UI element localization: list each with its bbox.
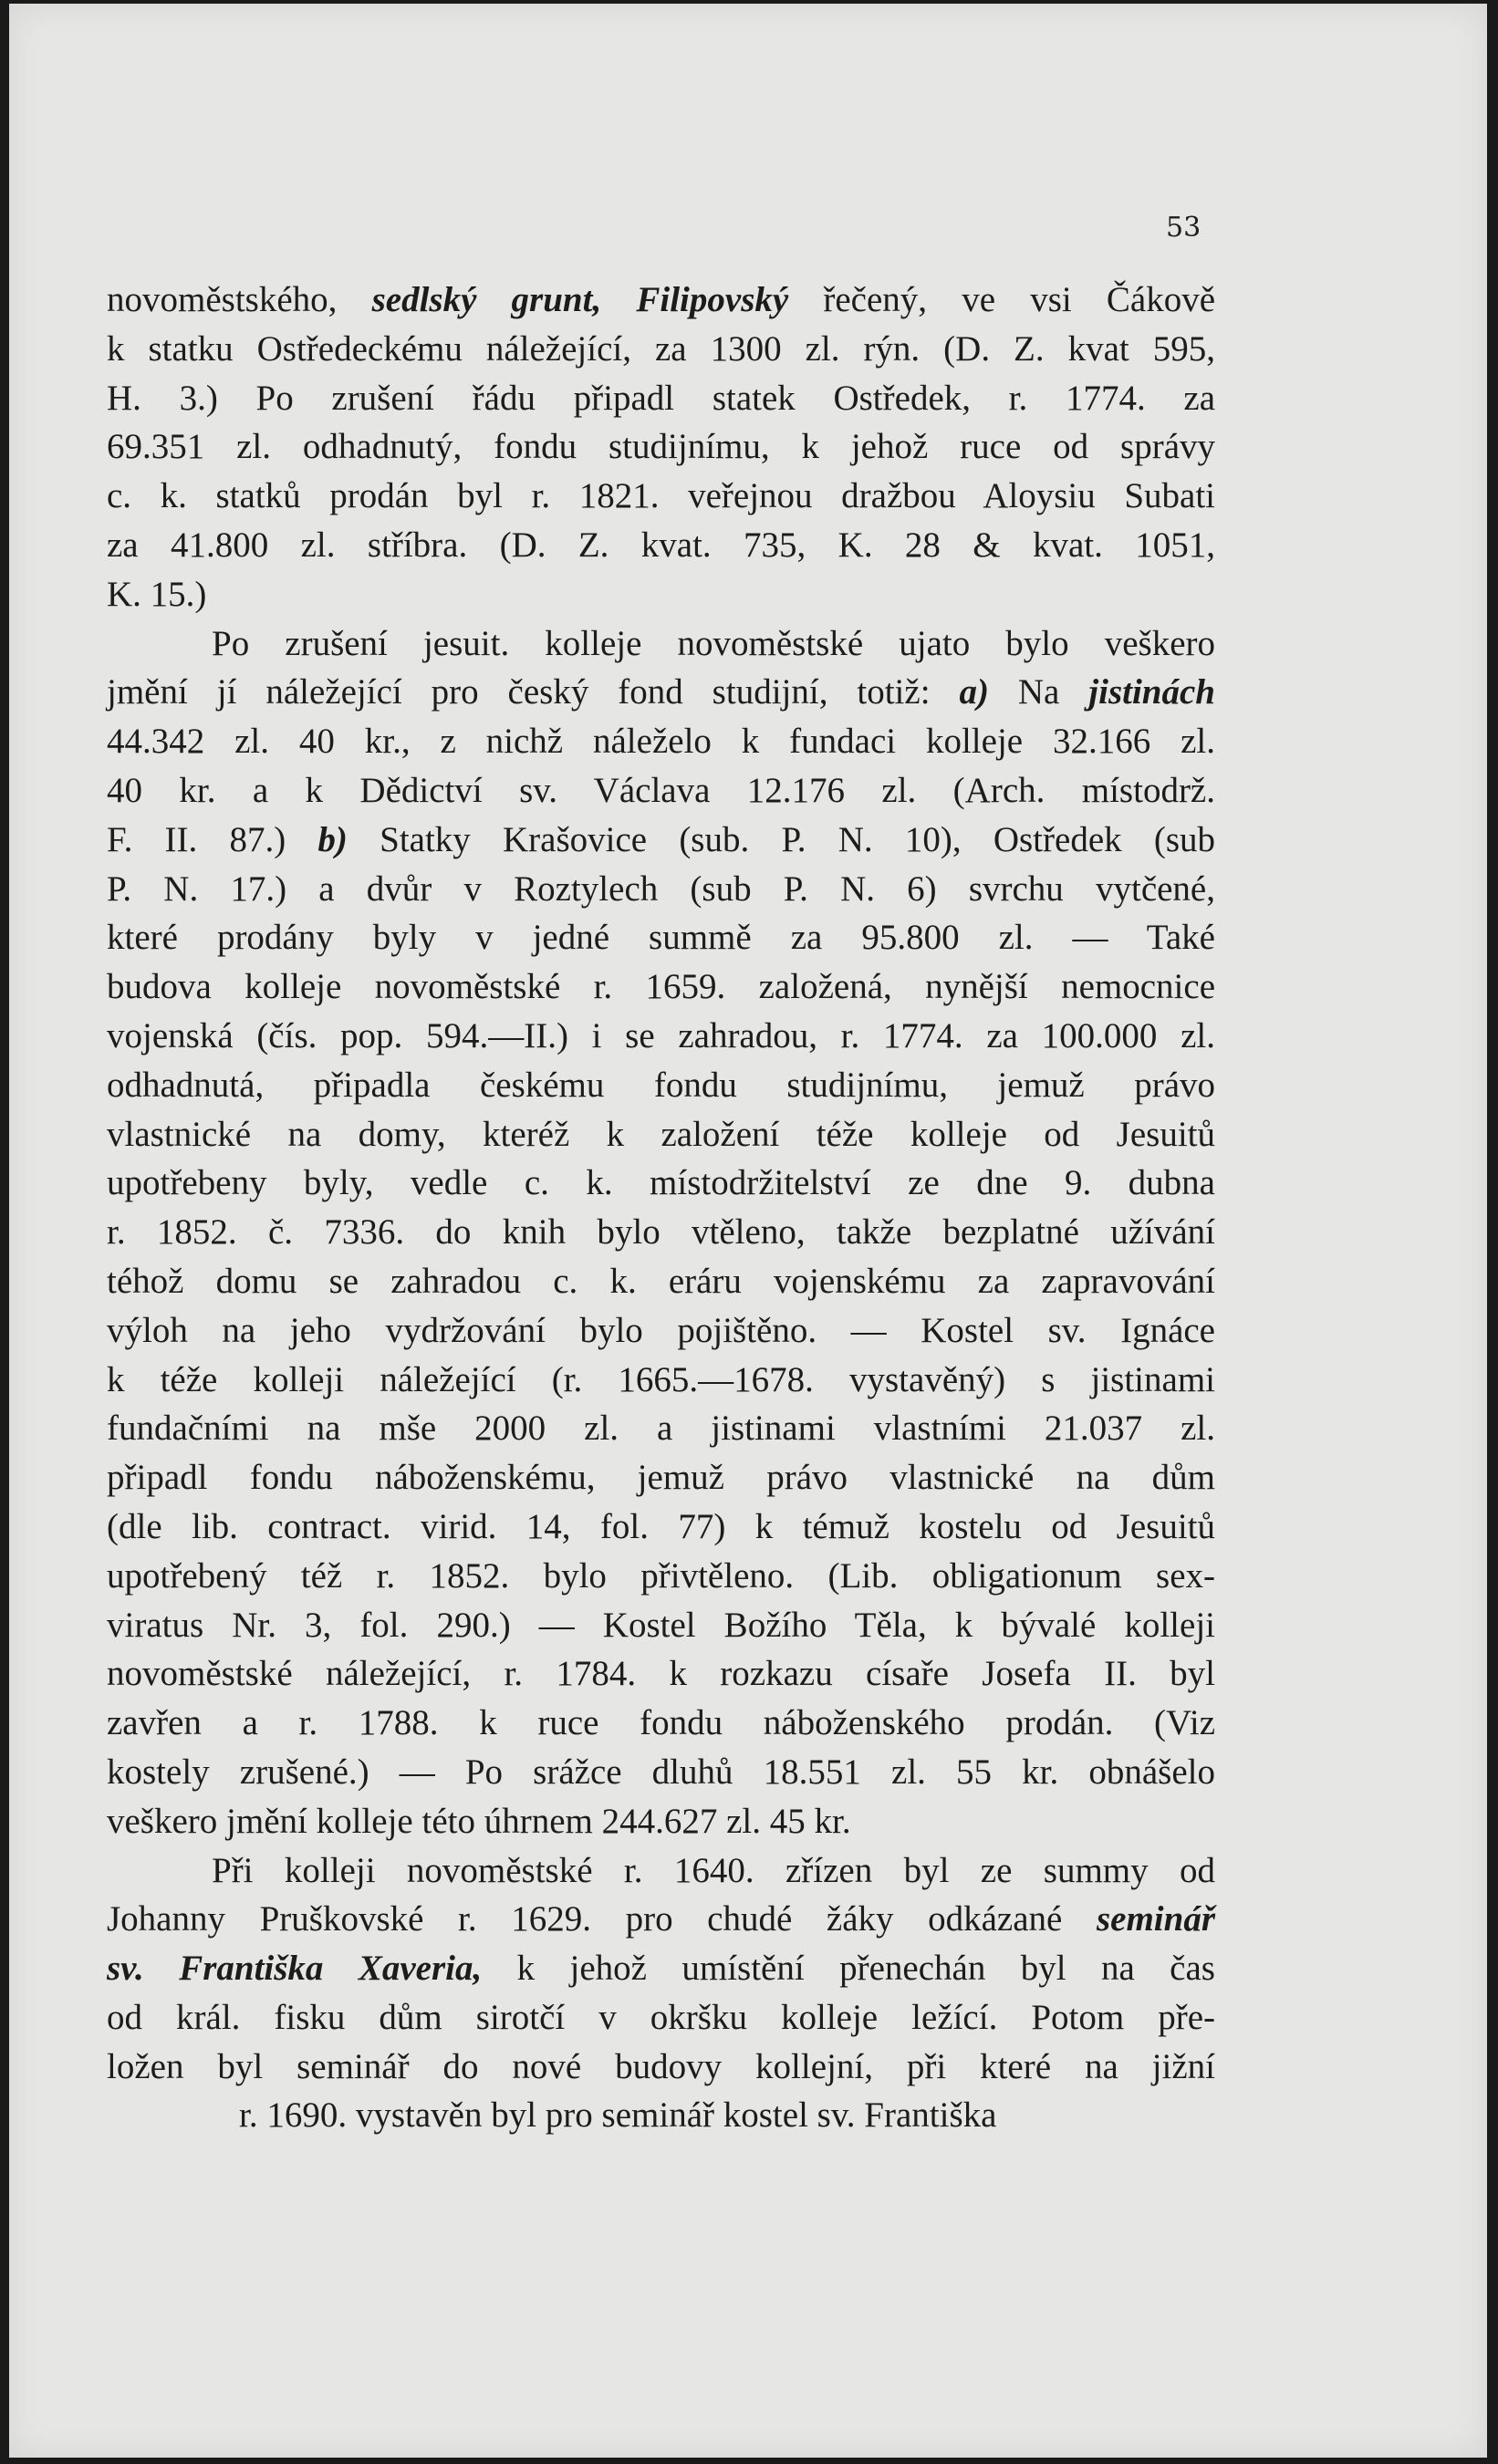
text-run: 40 kr. a k Dědictví sv. Václava 12.176 zl. (Arch. místodrž.: [107, 770, 1215, 810]
text-line: [107, 619, 1215, 669]
text-run: k téže kolleji náležející (r. 1665.—1678. vystavěný) s jistinami: [107, 1359, 1215, 1399]
text-run: novoměstské náležející, r. 1784. k rozkazu císaře Josefa II. byl: [107, 1654, 1215, 1694]
text-line: [107, 1012, 1215, 1061]
text-run: připadl fondu náboženskému, jemuž právo vlastnické na dům: [107, 1458, 1215, 1498]
text-line: [107, 1110, 1215, 1159]
text-run: Při kolleji novoměstské r. 1640. zřízen byl ze summy od: [212, 1850, 1215, 1890]
text-run: [601, 280, 636, 319]
italic-term: a): [959, 672, 989, 712]
text-run: výloh na jeho vydržování bylo pojištěno. — Kostel sv. Ignáce: [107, 1310, 1215, 1350]
text-line: [107, 1502, 1215, 1552]
text-run: kostely zrušené.) — Po srážce dluhů 18.551 zl. 55 kr. obnášelo: [107, 1752, 1215, 1792]
text-line: [107, 962, 1215, 1012]
text-line: [107, 717, 1215, 766]
text-line: [107, 2043, 1215, 2092]
text-line: [107, 1601, 1215, 1650]
text-line: [107, 570, 1215, 619]
text-run: Na: [988, 672, 1089, 712]
text-run: Statky Krašovice (sub. P. N. 10), Ostředek (sub: [347, 819, 1216, 859]
text-run: F. II. 87.): [107, 819, 318, 859]
text-run: vlastnické na domy, kteréž k založení téže kolleje od Jesuitů: [107, 1114, 1215, 1154]
text-run: 69.351 zl. odhadnutý, fondu studijnímu, k jehož ruce od správy: [107, 427, 1215, 467]
text-run: 44.342 zl. 40 kr., z nichž náleželo k fundaci kolleje 32.166 zl.: [107, 722, 1215, 762]
text-run: řečený, ve vsi Čákově: [788, 280, 1216, 319]
text-run: k statku Ostředeckému náležející, za 1300 zl. rýn. (D. Z. kvat 595,: [107, 328, 1215, 369]
book-page: [9, 4, 1487, 2458]
text-line: [107, 1649, 1215, 1699]
text-run: P. N. 17.) a dvůr v Roztylech (sub P. N. 6) svrchu vytčené,: [107, 868, 1215, 909]
italic-term: jistinách: [1088, 672, 1215, 712]
text-run: budova kolleje novoměstské r. 1659. založená, nynější nemocnice: [107, 967, 1215, 1007]
text-line: [107, 913, 1215, 962]
text-line: [107, 325, 1215, 374]
text-run: odhadnutá, připadla českému fondu studijnímu, jemuž právo: [107, 1065, 1215, 1105]
text-line: [107, 766, 1215, 816]
text-line: [107, 1993, 1215, 2043]
italic-term: Filipovský: [636, 280, 789, 319]
text-line: [107, 1846, 1215, 1896]
text-run: fundačními na mše 2000 zl. a jistinami vlastními 21.037 zl.: [107, 1409, 1215, 1449]
text-run: ložen byl seminář do nové budovy kollejní, při které na jižní: [107, 2046, 1215, 2086]
text-run: viratus Nr. 3, fol. 290.) — Kostel Božího Těla, k bývalé kolleji: [107, 1605, 1215, 1645]
text-run: jmění jí náležející pro český fond studijní, totiž:: [107, 672, 960, 712]
text-run: novoměstského,: [107, 280, 372, 319]
text-line: [107, 1159, 1215, 1208]
page-number: 53: [1166, 212, 1202, 244]
text-run: vojenská (čís. pop. 594.—II.) i se zahradou, r. 1774. za 100.000 zl.: [107, 1015, 1215, 1055]
italic-term: sv. Františka Xaveria,: [107, 1949, 483, 1989]
text-run: téhož domu se zahradou c. k. eráru vojenskému za zapravování: [107, 1261, 1215, 1301]
text-line: [107, 1257, 1215, 1306]
text-run: upotřebeny byly, vedle c. k. místodržitelství ze dne 9. dubna: [107, 1163, 1215, 1203]
text-run: za 41.800 zl. stříbra. (D. Z. kvat. 735, K. 28 & kvat. 1051,: [107, 525, 1215, 565]
text-line: [107, 1748, 1215, 1797]
italic-term: b): [317, 819, 348, 859]
text-line: [107, 1944, 1215, 1993]
text-line: [107, 1404, 1215, 1453]
text-line: [107, 1356, 1215, 1405]
text-line: [107, 1061, 1215, 1110]
text-line: [107, 1453, 1215, 1502]
text-line: [107, 276, 1215, 325]
text-line: [107, 521, 1215, 570]
text-line: [107, 668, 1215, 717]
text-line: [107, 2091, 1215, 2140]
text-line: [107, 816, 1215, 865]
text-run: (dle lib. contract. virid. 14, fol. 77) k témuž kostelu od Jesuitů: [107, 1506, 1215, 1546]
text-run: K. 15.): [107, 574, 207, 614]
italic-term: seminář: [1096, 1899, 1215, 1939]
body-text: [107, 276, 1215, 2140]
text-line: [107, 1208, 1215, 1257]
text-line: [107, 1699, 1215, 1748]
text-run: H. 3.) Po zrušení řádu připadl statek Ostředek, r. 1774. za: [107, 378, 1215, 418]
text-run: veškero jmění kolleje této úhrnem 244.627 zl. 45 kr.: [107, 1801, 851, 1841]
text-run: upotřebený též r. 1852. bylo přivtěleno. (Lib. obligationum sex-: [107, 1555, 1215, 1596]
text-line: [107, 422, 1215, 472]
text-line: [107, 1306, 1215, 1356]
text-line: [107, 472, 1215, 521]
text-line: [107, 1895, 1215, 1944]
text-run: k jehož umístění přenechán byl na čas: [482, 1949, 1215, 1989]
text-run: Johanny Pruškovské r. 1629. pro chudé žáky odkázané: [107, 1899, 1097, 1939]
text-run: od král. fisku dům sirotčí v okršku kolleje ležící. Potom pře-: [107, 1997, 1215, 2037]
text-line: [107, 1552, 1215, 1601]
text-run: r. 1852. č. 7336. do knih bylo vtěleno, takže bezplatné užívání: [107, 1212, 1215, 1253]
text-run: c. k. statků prodán byl r. 1821. veřejnou dražbou Aloysiu Subati: [107, 476, 1215, 516]
text-run: r. 1690. vystavěn byl pro seminář kostel sv. Františka: [239, 2095, 997, 2136]
text-line: [107, 374, 1215, 423]
text-run: zavřen a r. 1788. k ruce fondu náboženského prodán. (Viz: [107, 1703, 1215, 1743]
italic-term: sedlský grunt,: [371, 280, 602, 319]
text-line: [107, 865, 1215, 914]
text-line: [107, 1797, 1215, 1846]
text-run: Po zrušení jesuit. kolleje novoměstské ujato bylo veškero: [212, 623, 1215, 663]
text-run: které prodány byly v jedné summě za 95.800 zl. — Také: [107, 918, 1215, 958]
